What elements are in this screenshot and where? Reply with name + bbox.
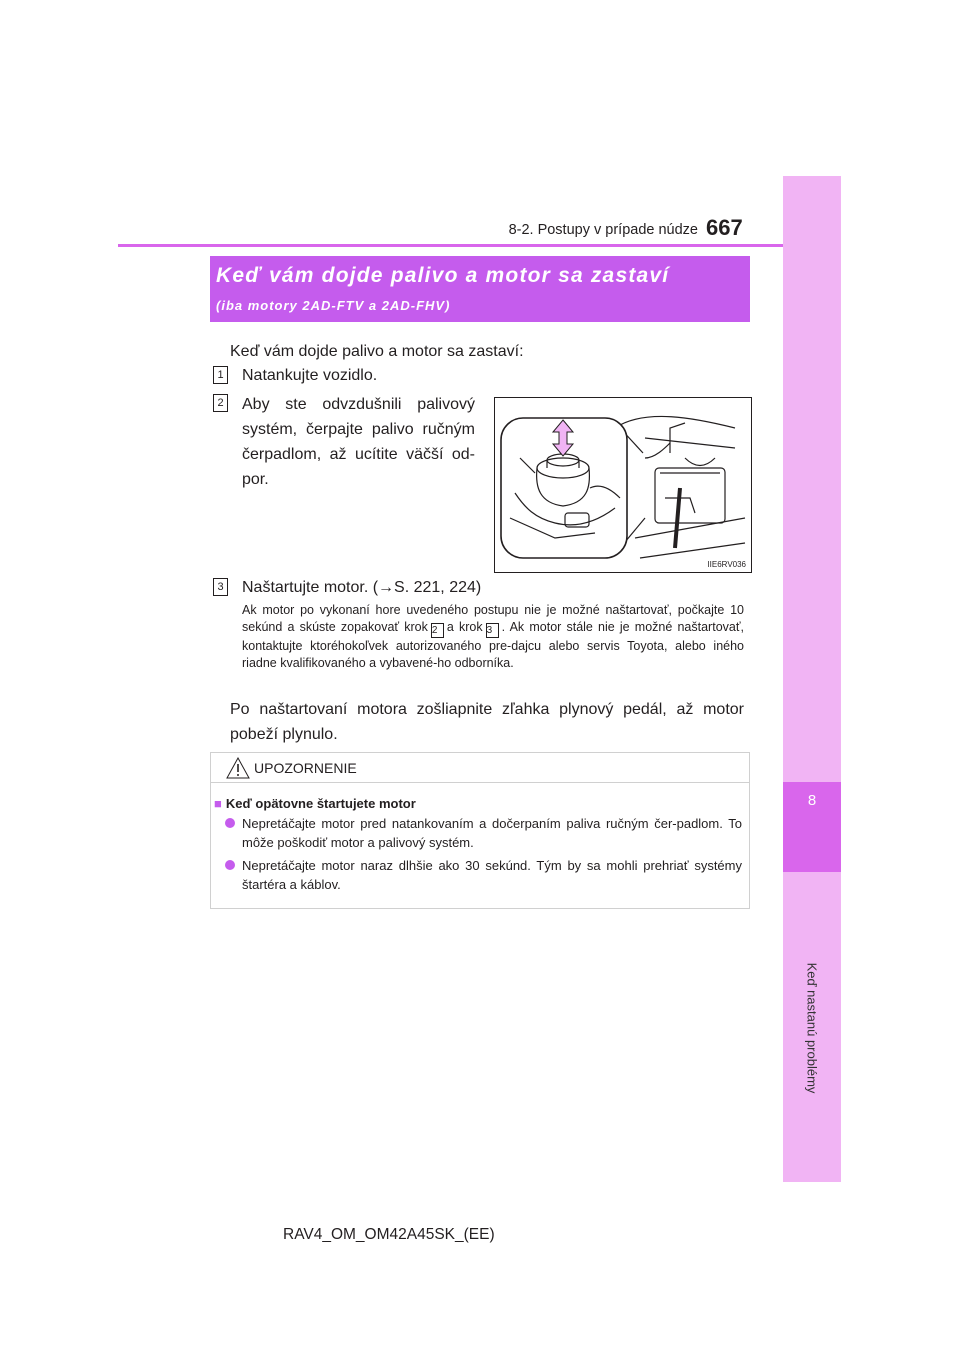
note-part-1: Ak motor po vykonaní hore uvedeného postupu nie je možné naštartovať, počkajte 10 sekúnd a skúste zopakovať krok: [242, 603, 744, 634]
caution-item: [227, 856, 742, 894]
caution-divider: [211, 782, 749, 783]
caution-item-text: Nepretáčajte motor pred natankovaním a dočerpaním paliva ručným čer-padlom. To môže poškodiť motor a palivový systém.: [242, 816, 742, 850]
document-code: RAV4_OM_OM42A45SK_(EE): [283, 1226, 495, 1243]
caution-item: [227, 814, 742, 852]
restart-note: [242, 602, 744, 672]
section-label: 8-2. Postupy v prípade núdze: [508, 222, 698, 238]
note-part-3: . Ak motor stále nie je možné naštartovať, kontaktujte ktoréhokoľvek autorizovaného pre-dajcu alebo servis Toyota, alebo iného riadne kvalifikovaného a vybavené-ho odborníka.: [242, 620, 745, 670]
step-1-text: Natankujte vozidlo.: [242, 367, 378, 384]
step-3-text: Naštartujte motor. (→S. 221, 224): [242, 579, 482, 596]
chapter-number: 8: [807, 792, 817, 809]
square-bullet-icon: ■: [214, 796, 222, 811]
note-part-2: a krok: [446, 620, 483, 634]
caution-item-text: Nepretáčajte motor naraz dlhšie ako 30 sekúnd. Tým by sa mohli prehriať systémy štartéra a káblov.: [242, 858, 742, 892]
page-subtitle: (iba motory 2AD-FTV a 2AD-FHV): [216, 298, 451, 313]
step-2-text: Aby ste odvzdušnili palivový systém, čerpajte palivo ručným čerpadlom, až ucítite väčší od-por.: [242, 396, 475, 488]
caution-label: UPOZORNENIE: [254, 760, 357, 776]
intro-text: Keď vám dojde palivo a motor sa zastaví:: [230, 343, 524, 360]
warning-triangle-icon: [226, 757, 250, 784]
note-step-ref-3: 3: [486, 623, 499, 638]
bullet-dot-icon: [225, 818, 235, 828]
figure-code: IIE6RV036: [707, 560, 746, 569]
step-badge-2: 2: [213, 394, 228, 412]
bullet-dot-icon: [225, 860, 235, 870]
note-step-ref-2: 2: [431, 623, 444, 638]
hand-pump-drawing: [495, 398, 751, 572]
page-title: Keď vám dojde palivo a motor sa zastaví: [216, 264, 670, 287]
caution-heading: [214, 796, 416, 811]
after-start-text: Po naštartovaní motora zošliapnite zľahka plynový pedál, až motor pobeží plynulo.: [230, 701, 744, 743]
step-badge-3: 3: [213, 578, 228, 596]
page-number: 667: [706, 215, 743, 240]
header-divider: [118, 244, 783, 247]
step-badge-1: 1: [213, 366, 228, 384]
caution-heading-text: Keď opätovne štartujete motor: [225, 796, 416, 811]
engine-illustration: [494, 397, 752, 573]
chapter-title: Keď nastanú problémy: [804, 962, 820, 1094]
